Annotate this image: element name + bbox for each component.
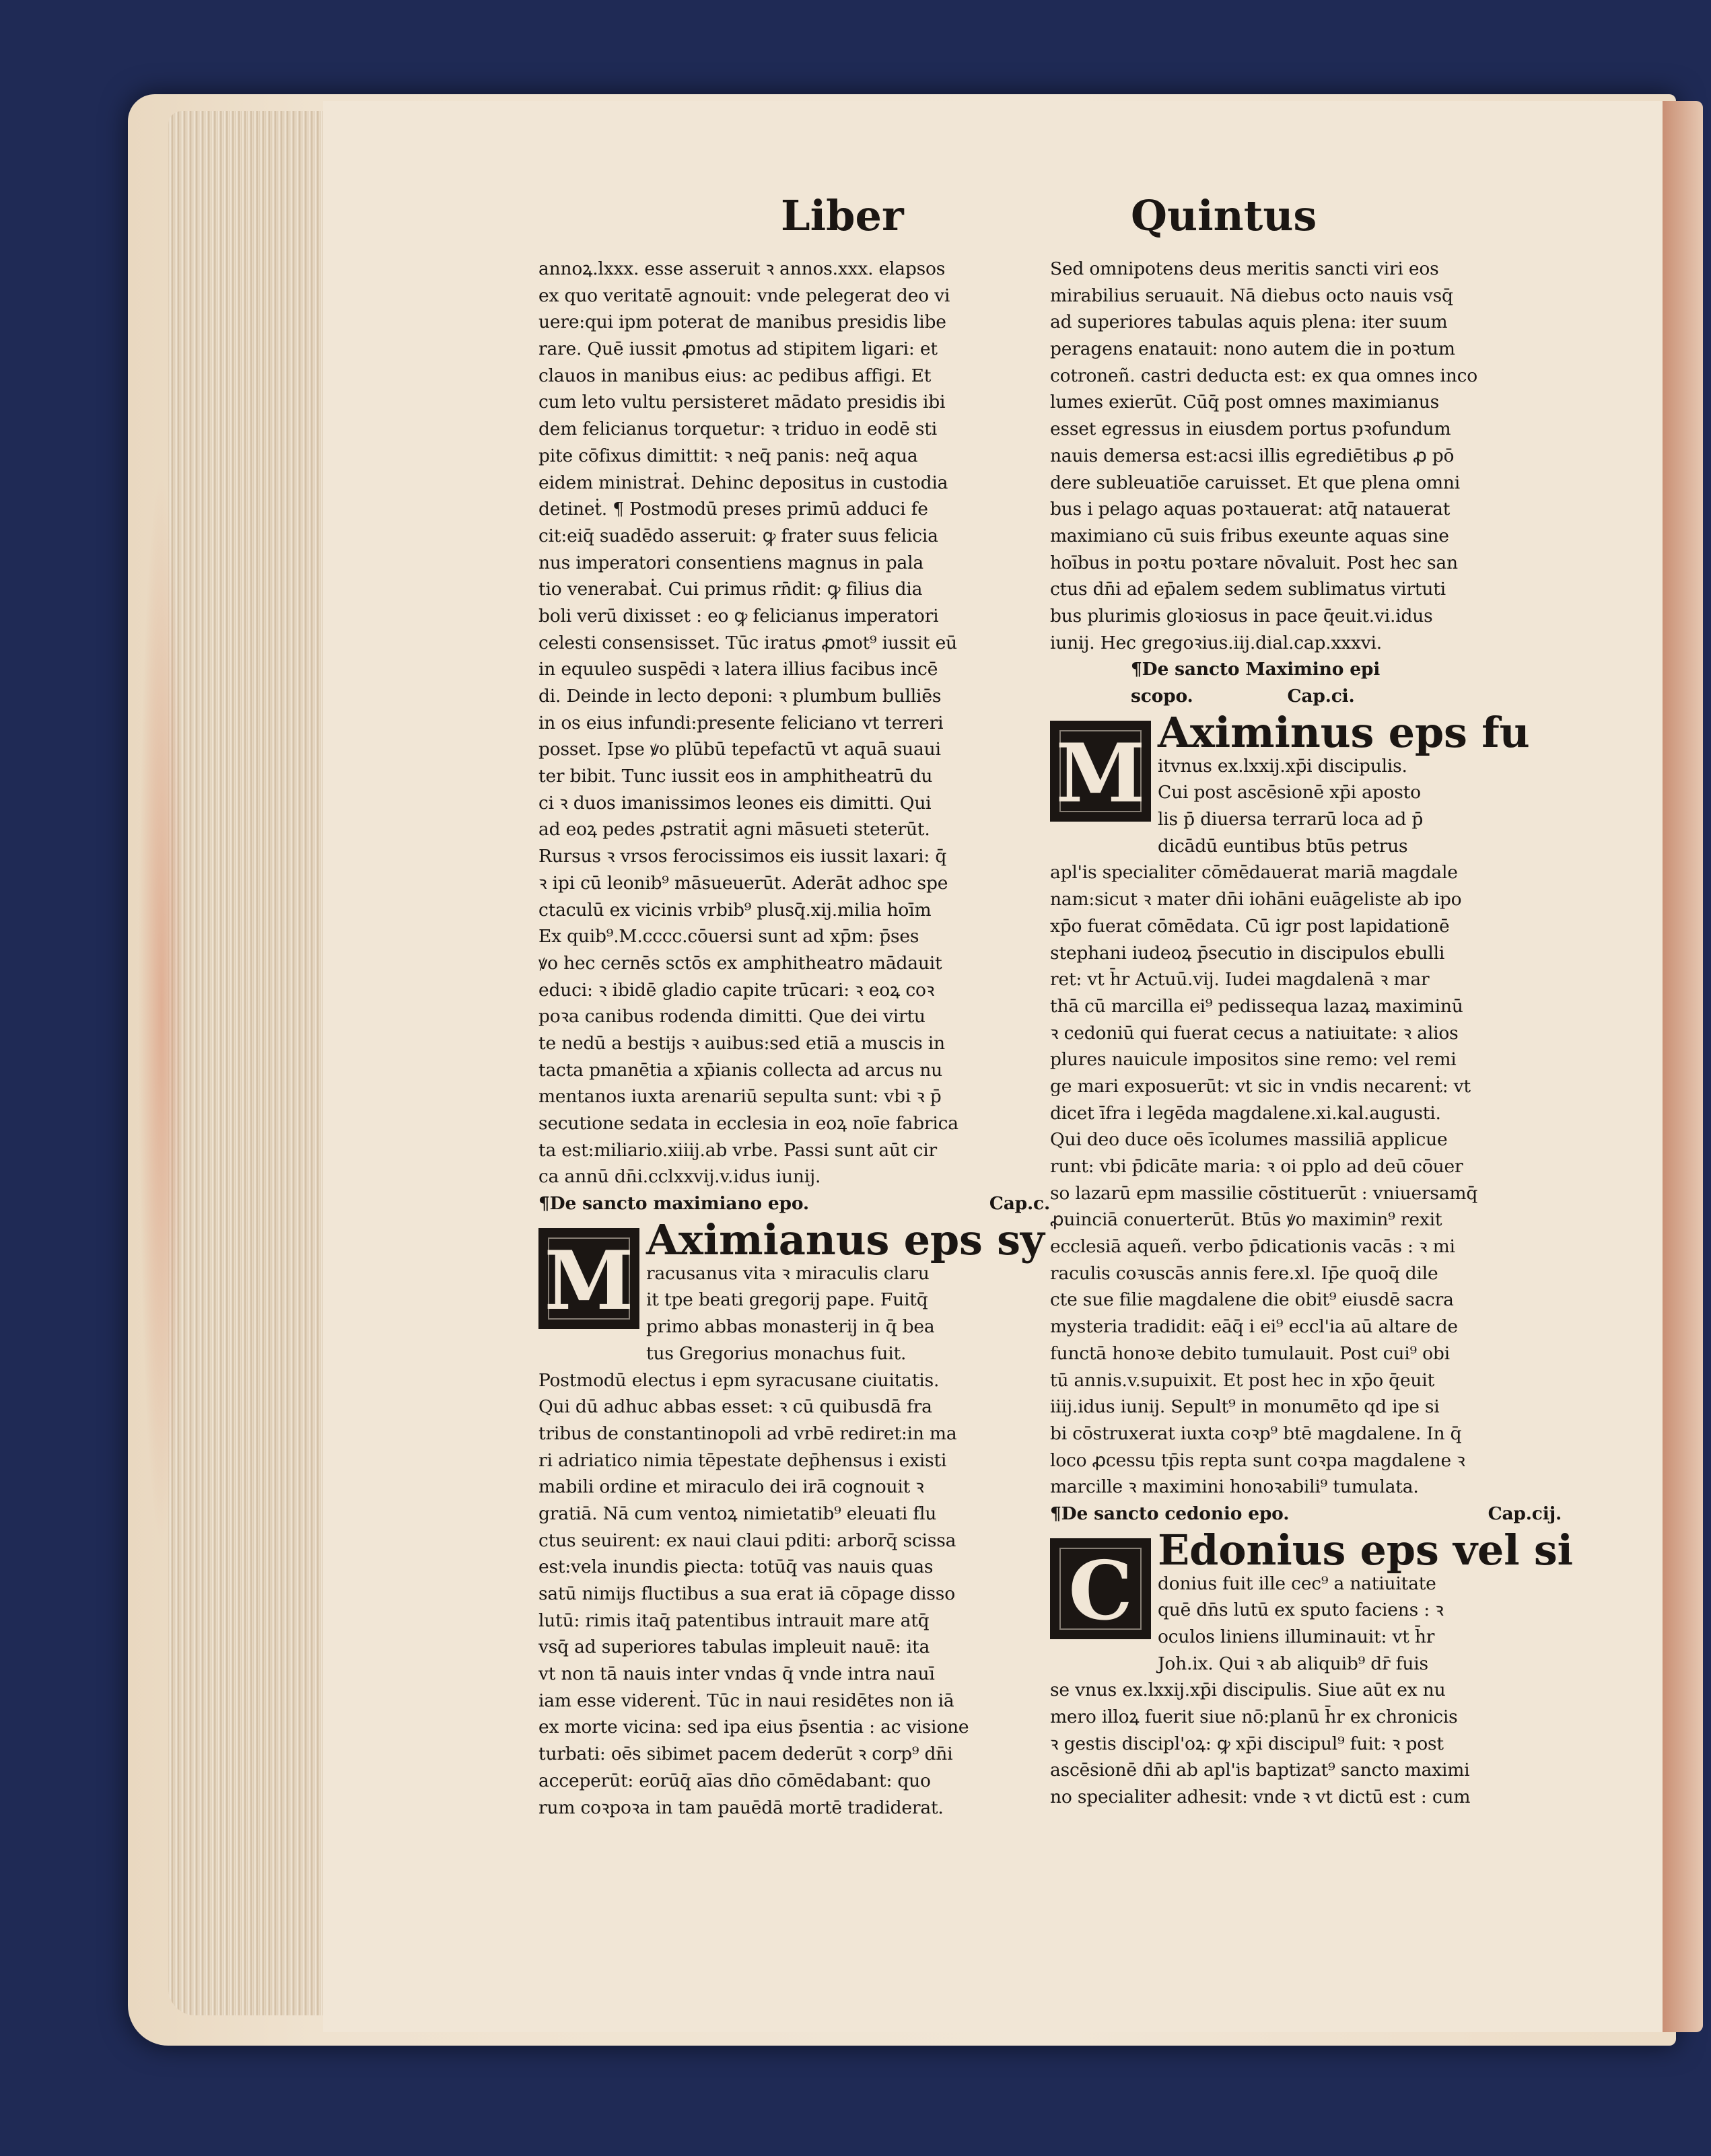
text-line: loco ꝓcessu tp̄is repta sunt coꝛpa magdalene ꝛ [1050,1449,1465,1471]
text-line: esset egressus in eiusdem portus pꝛofundum [1050,419,1451,440]
text-line: dem felicianus torquetur: ꝛ triduo in eodē sti [538,419,938,440]
text-line: ge mari exposuerūt: vt sic in vndis necarenṫ: vt [1050,1075,1471,1097]
right-text-mid [1050,859,1562,1501]
text-line: Ex quib⁹.M.cccc.cōuersi sunt ad xp̄m: p̄ses [538,926,919,947]
text-line: satū nimijs fluctibus a sua erat iā cōpage disso [538,1583,955,1604]
running-head-left: Liber [781,191,904,240]
chapter-heading [538,1190,1050,1217]
text-line: ca annū dn̄i.cclxxvij.v.idus iunij. [538,1166,821,1188]
right-text-top [1050,256,1562,656]
text-line: ter bibit. Tunc iussit eos in amphitheatrū du [538,766,933,787]
text-line: plures nauicule impositos sine remo: vel remi [1050,1049,1457,1071]
text-line: tacta pmanētia a xp̄ianis collecta ad arcus nu [538,1059,942,1081]
text-line: ꝛ cedoniū qui fuerat cecus a natiuitate: ꝛ alios [1050,1022,1459,1044]
text-line: ecclesiā aqueñ. verbo p̄dicationis vacās : ꝛ mi [1050,1236,1455,1258]
text-line: bi cōstruxerat iuxta coꝛp⁹ btē magdalene. In q̄ [1050,1423,1462,1444]
text-line: ri adriatico nimia tēpestate dep̄hensus i existi [538,1449,947,1471]
text-line: ex morte vicina: sed ipa eius p̄sentia : ac visione [538,1717,969,1738]
text-line: tus Gregorius monachus fuit. [646,1342,907,1364]
chapter-section [1050,707,1562,860]
text-line: celesti consensisset. Tūc iratus ꝓmot⁹ iussit eū [538,632,957,653]
text-line: Cui post ascēsionē xp̄i aposto [1158,782,1421,803]
text-line: di. Deinde in lecto deponi: ꝛ plumbum bulliēs [538,686,942,707]
text-line: ctus seuirent: ex naui claui pditi: arborq̄ scissa [538,1530,956,1551]
text-line: apl'is specialiter cōmēdauerat mariā magdale [1050,862,1458,884]
text-line: nam:sicut ꝛ mater dn̄i iohāni euāgeliste ab ipo [1050,889,1462,910]
text-line: functā honoꝛe debito tumulauit. Post cui⁹ obi [1050,1342,1450,1364]
text-line: se vnus ex.lxxij.xp̄i discipulis. Siue aūt ex nu [1050,1680,1446,1701]
text-line: poꝛa canibus rodenda dimitti. Que dei virtu [538,1006,926,1028]
text-line: mysteria tradidit: eāq̄ i ei⁹ eccl'ia aū altare de [1050,1316,1458,1338]
text-line: marcille ꝛ maximini honoꝛabili⁹ tumulata. [1050,1476,1419,1498]
text-line: primo abbas monasterij in q̄ bea [646,1316,935,1338]
text-line: dicet īfra i legēda magdalene.xi.kal.augusti. [1050,1102,1441,1124]
chapter-section [538,1215,1050,1367]
text-line: ex quo veritatē agnouit: vnde pelegerat deo vi [538,285,950,306]
text-line: no specialiter adhesit: vnde ꝛ vt dictū est : cum [1050,1787,1471,1808]
text-line: ꝛ ipi cū leonib⁹ māsueuerūt. Aderāt adhoc spe [538,872,948,894]
text-line: it tpe beati gregorij pape. Fuitq̄ [646,1289,928,1311]
text-line: mirabilius seruauit. Nā diebus octo nauis vsq̄ [1050,285,1453,306]
running-head-right: Quintus [1131,191,1317,240]
text-line: Qui deo duce oēs īcolumes massiliā applicue [1050,1129,1448,1151]
text-line: vt non tā nauis inter vndas q̄ vnde intra nauī [538,1663,935,1685]
text-line: iiij.idus iunij. Sepult⁹ in monumēto qd ipe si [1050,1396,1440,1418]
text-line: ta est:miliario.xiiij.ab vrbe. Passi sunt aūt cir [538,1139,937,1161]
text-line: Postmodū electus i epm syracusane ciuitatis. [538,1369,940,1391]
text-line: Rursus ꝛ vrsos ferocissimos eis iussit laxari: q̄ [538,846,947,867]
chapter-title: ¶De sancto cedonio epo. [1050,1503,1290,1524]
text-line: cum leto vultu persisteret mādato presidis ibi [538,392,946,413]
text-line: donius fuit ille cec⁹ a natiuitate [1158,1573,1436,1594]
text-line: iunij. Hec gregoꝛius.iij.dial.cap.xxxvi. [1050,632,1383,653]
text-line: detineṫ. ¶ Postmodū preses primū adduci fe [538,499,928,520]
text-line: thā cū marcilla ei⁹ pedissequa lazaꝝ maximinū [1050,995,1463,1017]
text-line: bus plurimis gloꝛiosus in pace q̄euit.vi.idus [1050,605,1433,626]
section-opening: Edonius eps vel si [1158,1525,1573,1575]
section-opening: Aximinus eps fu [1158,707,1530,757]
chapter-number: Cap.c. [989,1193,1050,1215]
text-line: iam esse viderenṫ. Tūc in naui residētes non iā [538,1690,954,1711]
right-text-bottom [1050,1677,1562,1810]
text-line: ꝛ gestis discipl'oꝝ: ꝙ xp̄i discipul⁹ fuit: ꝛ post [1050,1733,1444,1754]
chapter-number: Cap.cij. [1488,1503,1562,1524]
text-line: nauis demersa est:acsi illis egrediētibus ꝓ pō [1050,445,1455,466]
text-line: pite cōfixus dimittit: ꝛ neq̄ panis: neq̄ aqua [538,445,918,466]
facing-page-edge [1663,101,1703,2032]
text-line: ctus dn̄i ad ep̄alem sedem sublimatus virtuti [1050,579,1446,600]
text-line: lis p̄ diuersa terrarū loca ad p̄ [1158,809,1424,830]
text-line: dicādū euntibus btūs petrus [1158,835,1408,857]
text-line: lutū: rimis itaq̄ patentibus intrauit mare atq̄ [538,1610,930,1631]
text-line: vsq̄ ad superiores tabulas impleuit nauē: ita [538,1637,930,1658]
text-line: ascēsionē dn̄i ab apl'is baptizat⁹ sancto maximi [1050,1760,1470,1781]
text-line: dere subleuatiōe caruisset. Et que plena omni [1050,472,1461,493]
text-line: cotroneñ. castri deducta est: ex qua omnes inco [1050,365,1477,386]
text-line: gratiā. Nā cum ventoꝝ nimietatib⁹ eleuati flu [538,1503,937,1524]
right-column [1050,256,1573,1811]
text-line: mabili ordine et miraculo dei irā cognouit ꝛ [538,1476,924,1498]
text-line: Joh.ix. Qui ꝛ ab aliquib⁹ dr̄ fuis [1158,1653,1428,1674]
text-line: cte sue filie magdalene die obit⁹ eiusdē sacra [1050,1289,1454,1311]
text-line: runt: vbi p̄dicāte maria: ꝛ oi pplo ad deū cōuer [1050,1156,1463,1177]
text-line: stephani iudeoꝝ p̄secutio in discipulos ebulli [1050,942,1445,964]
text-line: mero illoꝝ fuerit siue nō:planū h̄r ex chronicis [1050,1706,1458,1728]
text-line: educi: ꝛ ibidē gladio capite trūcari: ꝛ eoꝝ coꝛ [538,979,935,1001]
text-line: ctaculū ex vicinis vrbib⁹ plusq̄.xij.milia hoīm [538,899,932,921]
text-line: te nedū a bestijs ꝛ auibus:sed etiā a muscis in [538,1032,945,1054]
text-line: cit:eiq̄ suadēdo asseruit: ꝙ frater suus felicia [538,525,938,546]
text-line: xp̄o fuerat cōmēdata. Cū igr post lapidationē [1050,915,1450,937]
text-line: turbati: oēs sibimet pacem dederūt ꝛ corp⁹ dn̄i [538,1744,953,1765]
chapter-section [1050,1525,1573,1678]
text-line: rare. Quē iussit ꝓmotus ad stipitem ligari: et [538,338,938,360]
chapter-number: Cap.ci. [1287,686,1355,707]
text-line: ret: vt h̄r Actuū.vij. Iudei magdalenā ꝛ mar [1050,969,1430,991]
text-line: annoꝝ.lxxx. esse asseruit ꝛ annos.xxx. elapsos [538,258,946,279]
text-line: itvnus ex.lxxij.xp̄i discipulis. [1158,755,1407,777]
text-line: Qui dū adhuc abbas esset: ꝛ cū quibusdā fra [538,1396,932,1418]
decorated-initial: C [1050,1538,1151,1639]
text-line: Sed omnipotens deus meritis sancti viri eos [1050,258,1439,279]
page-edges [168,111,323,2015]
chapter-title: ¶De sancto Maximino epi [1131,659,1381,680]
text-line: ad eoꝝ pedes ꝓstratiṫ agni māsueti steterūt. [538,819,930,840]
text-line: ꝓuinciā conuerterūt. Btūs ꝟo maximin⁹ rexit [1050,1209,1442,1231]
left-text-bottom [538,1367,1050,1822]
text-line: uere:qui ipm poterat de manibus presidis libe [538,312,946,333]
text-line: bus i pelago aquas poꝛtauerat: atq̄ natauerat [1050,499,1451,520]
chapter-heading-cont [1050,683,1562,710]
text-line: tio venerabaṫ. Cui primus rn̄dit: ꝙ filius dia [538,579,923,600]
left-text-top [538,256,1050,1190]
chapter-title-cont: scopo. [1131,686,1193,707]
text-line: est:vela inundis ꝑiecta: totūq̄ vas nauis quas [538,1556,934,1578]
text-line: hoībus in poꝛtu poꝛtare nōvaluit. Post hec san [1050,552,1458,573]
text-line: acceperūt: eorūq̄ aīas dn̄o cōmēdabant: quo [538,1770,931,1791]
text-line: ꝟo hec cernēs sctōs ex amphitheatro mādauit [538,952,942,974]
text-line: secutione sedata in ecclesia in eoꝝ noīe fabrica [538,1113,958,1134]
text-line: peragens enatauit: nono autem die in poꝛtum [1050,338,1455,360]
text-line: boli verū dixisset : eo ꝙ felicianus imperatori [538,605,939,626]
text-line: maximiano cū suis fribus exeunte aquas sine [1050,525,1449,546]
text-line: rum coꝛpoꝛa in tam pauēdā mortē tradiderat. [538,1797,944,1818]
chapter-heading [1050,656,1562,683]
text-line: ad superiores tabulas aquis plena: iter suum [1050,312,1448,333]
text-line: posset. Ipse ꝟo plūbū tepefactū vt aquā suaui [538,739,941,760]
text-line: nus imperatori consentiens magnus in pala [538,552,924,573]
text-line: mentanos iuxta arenariū sepulta sunt: vbi ꝛ p̄ [538,1086,942,1108]
decorated-initial: M [1050,721,1151,822]
left-column [538,256,1050,1821]
text-line: tribus de constantinopoli ad vrbē rediret:in ma [538,1423,957,1444]
text-line: eidem ministraṫ. Dehinc depositus in custodia [538,472,948,493]
text-line: in os eius infundi:presente feliciano vt terreri [538,712,944,733]
text-line: tū annis.v.supuixit. Et post hec in xp̄o q̄euit [1050,1369,1435,1391]
text-line: lumes exierūt. Cūq̄ post omnes maximianus [1050,392,1440,413]
chapter-title: ¶De sancto maximiano epo. [538,1193,809,1215]
text-line: ci ꝛ duos imanissimos leones eis dimitti. Qui [538,792,932,814]
decorated-initial: M [538,1228,639,1329]
text-line: so lazarū epm massilie cōstituerūt : vniuersamq̄ [1050,1182,1478,1204]
text-line: oculos liniens illuminauit: vt h̄r [1158,1626,1435,1647]
text-line: clauos in manibus eius: ac pedibus affigi. Et [538,365,932,386]
text-line: quē dn̄s lutū ex sputo faciens : ꝛ [1158,1600,1444,1621]
text-line: raculis coꝛuscās annis fere.xl. Ip̄e quoq̄ dile [1050,1262,1438,1284]
section-opening: Aximianus eps sy [646,1215,1045,1264]
chapter-heading [1050,1501,1562,1528]
text-line: racusanus vita ꝛ miraculis claru [646,1262,930,1284]
edge-stain [138,471,185,1548]
text-line: in equuleo suspēdi ꝛ latera illius facibus incē [538,659,938,680]
